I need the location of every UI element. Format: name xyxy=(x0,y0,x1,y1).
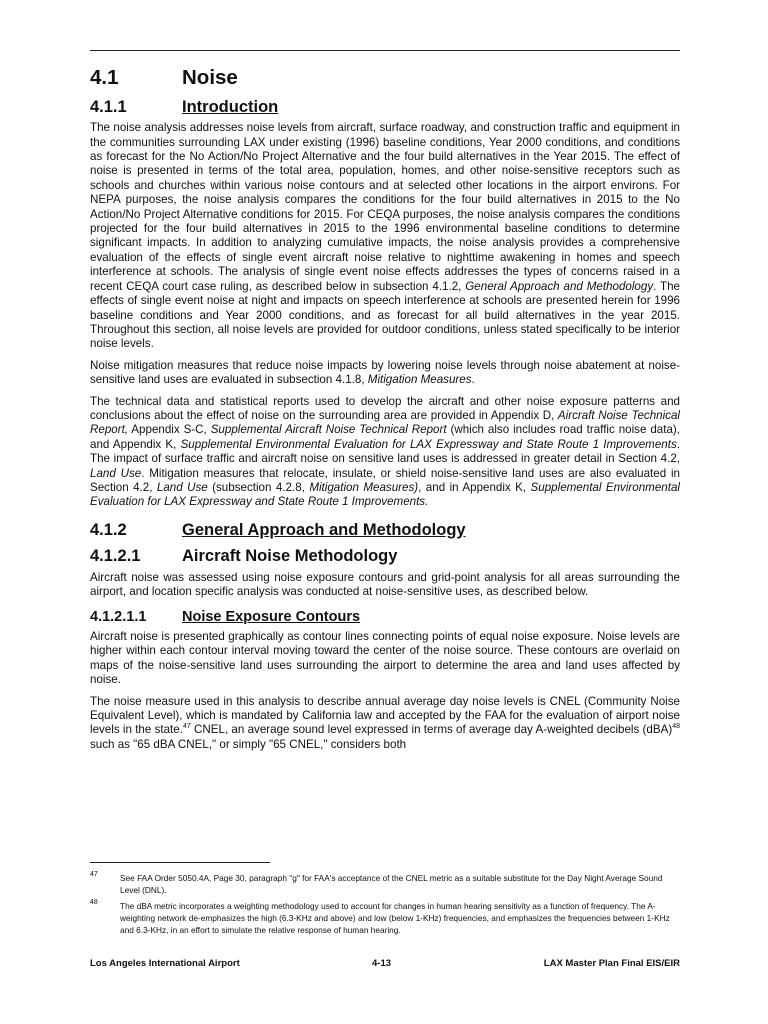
intro-heading: 4.1.1 Introduction xyxy=(90,97,279,116)
page-number: 4-13 xyxy=(372,958,392,969)
footnote-rule xyxy=(90,862,270,863)
section-heading: 4.1 Noise xyxy=(90,66,238,89)
intro-paragraph-3: The technical data and statistical reports used to develop the aircraft and other noise exposure patterns and conclusions about the effect of noise on the surrounding area are provided in Appendix D, Aircraft Noise Technical Report, Appendix S-C, Supplemental Aircraft Noise Technical Report (which also includes road traffic noise data), and Appendix K, Supplemental Environmental Evaluation for LAX Expressway and State Route 1 Improvements. The impact of surface traffic and aircraft noise on sensitive land uses is addressed in greater detail in Section 4.2, Land Use. Mitigation measures that relocate, insulate, or shield noise-sensitive land uses are also evaluated in Section 4.2, Land Use (subsection 4.2.8, Mitigation Measures), and in Appendix K, Supplemental Environmental Evaluation for LAX Expressway and State Route 1 Improvements. xyxy=(90,394,680,509)
footnote-ref-48[interactable]: 48 xyxy=(672,723,680,731)
header-rule xyxy=(90,50,680,51)
footnote-47: 47 See FAA Order 5050.4A, Page 30, paragraph "g" for FAA's acceptance of the CNEL metric as a suitable substitute for the Day Night Average Sound Level (DNL). xyxy=(90,871,663,895)
aircraft-methodology-heading: 4.1.2.1 Aircraft Noise Methodology xyxy=(90,547,398,566)
approach-heading: 4.1.2 General Approach and Methodology xyxy=(90,520,466,539)
footnotes xyxy=(90,872,680,940)
page-content xyxy=(90,66,680,759)
contours-heading: 4.1.2.1.1 Noise Exposure Contours xyxy=(90,608,361,625)
footnote-48: 48 The dBA metric incorporates a weighting methodology used to account for changes in human hearing sensitivity as a function of frequency. The A-weighting network de-emphasizes the high (6.3-KHz and above) and low (below 1-KHz) frequencies, and emphasizes the frequencies between 1-KHz and 6.3-KHz, in an effort to simulate the relative response of human hearing. xyxy=(90,899,670,935)
footnote-ref-47[interactable]: 47 xyxy=(182,723,191,731)
aircraft-paragraph-1: Aircraft noise was assessed using noise exposure contours and grid-point analysis for all areas surrounding the airport, and location specific analysis was conducted at noise-sensitive uses, as described below. xyxy=(90,571,680,599)
footer-right: LAX Master Plan Final EIS/EIR xyxy=(543,958,680,969)
document-page xyxy=(90,0,680,1024)
contours-paragraph-2: The noise measure used in this analysis to describe annual average day noise levels is CNEL (Community Noise Equivalent Level), which is mandated by California law and accepted by the FAA for the evaluation of airport noise levels in the state.$^{47}$ CNEL, an average sound level expressed in terms of average day A-weighted decibels (dBA)$^{48}$ such as "65 dBA CNEL," or simply "65 CNEL," considers both xyxy=(90,694,680,751)
intro-paragraph-2: Noise mitigation measures that reduce noise impacts by lowering noise levels through noise abatement at noise-sensitive land uses are evaluated in subsection 4.1.8, Mitigation Measures. xyxy=(90,358,680,387)
contours-paragraph-1: Aircraft noise is presented graphically as contour lines connecting points of equal noise exposure. Noise levels are higher within each contour interval moving toward the center of the noise source. These contours are overlaid on maps of the noise-sensitive land uses surrounding the airport to determine the area and land uses affected by noise. xyxy=(90,629,680,687)
footer-left: Los Angeles International Airport xyxy=(90,958,240,969)
intro-paragraph-1: The noise analysis addresses noise levels from aircraft, surface roadway, and construction traffic and equipment in the communities surrounding LAX under existing (1996) baseline conditions, Year 2000 conditions, and conditions as forecast for the No Action/No Project Alternative and the four build alternatives in the Year 2015. The effect of noise is presented in terms of the total area, population, homes, and other noise-sensitive receptors such as schools and churches within various noise contours and at selected other locations in the airport environs. For NEPA purposes, the noise analysis compares the conditions for the four build alternatives in 2015 to the No Action/No Project Alternative conditions for 2015. For CEQA purposes, the noise analysis compares the conditions projected for the four build alternatives in 2015 to the 1996 environmental baseline conditions to determine significant impacts. In addition to analyzing cumulative impacts, the noise analysis provides a comprehensive evaluation of the effects of single event aircraft noise relative to nighttime awakening in homes and speech interference at schools. The analysis of single event noise effects addresses the types of concerns raised in a recent CEQA court case ruling, as described below in subsection 4.1.2, General Approach and Methodology. The effects of single event noise at night and impacts on speech interference at schools are presented herein for 1996 baseline conditions and Year 2000 conditions, and as forecast for all build alternatives in the year 2015. Throughout this section, all noise levels are provided for outdoor conditions, unless stated specifically to be interior noise levels. xyxy=(90,121,680,351)
